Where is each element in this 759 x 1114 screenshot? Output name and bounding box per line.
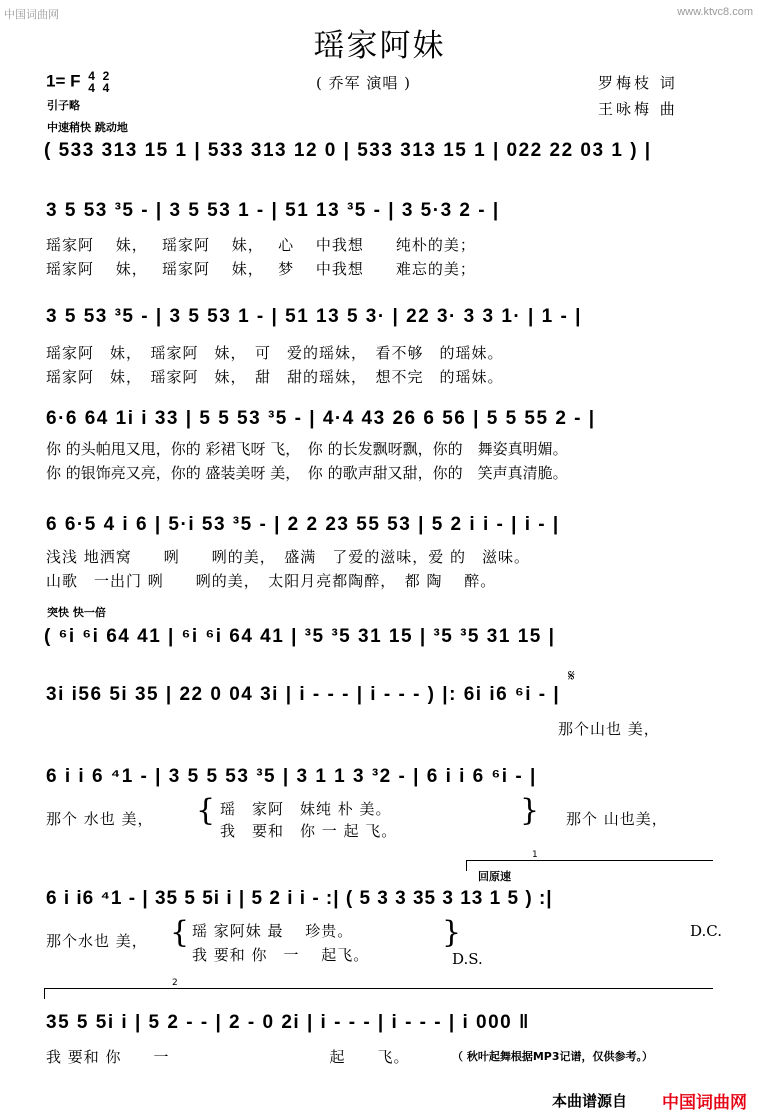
volta-bracket-1: [466, 860, 713, 871]
intro-note: 引子略: [47, 99, 80, 112]
score-system-10: 35 5 5i i | 5 2 - - | 2 - 0 2i | i - - - | i - - - | i 000 ‖: [46, 1012, 530, 1033]
lyric-line: 瑶家阿 妹， 瑶家阿 妹， 梦 中我想 难忘的美；: [46, 260, 476, 278]
footer-site-link[interactable]: 中国词曲网: [662, 1093, 747, 1113]
lyric-line: 我 要和 你 一 起 飞。: [220, 822, 398, 840]
lyric-line: 你 的银饰亮又亮，你的 盛装美呀 美， 你 的歌声甜又甜，你的 笑声真清脆。: [46, 464, 568, 482]
score-system-2: 3 5 53 ³5 - | 3 5 53 1 - | 51 13 ³5 - | 3 5·3 2 - |: [46, 200, 500, 221]
singer-credit: ( 乔军 演唱 ): [316, 74, 412, 92]
dc-mark: D.C.: [690, 922, 722, 940]
song-title: 瑶家阿妹: [313, 28, 446, 64]
volta-number-2: 2: [172, 978, 178, 988]
lyric-brace-left: {: [196, 793, 216, 828]
lyric-line: 瑶 家阿妹 最 珍贵。: [192, 922, 354, 940]
composer-credit: 王咏梅 曲: [598, 100, 678, 118]
lyric-line: 那个 水也 美，: [46, 810, 154, 828]
score-system-3: 3 5 53 ³5 - | 3 5 53 1 - | 51 13 5 3· | 22 3· 3 3 1· | 1 - |: [46, 306, 582, 327]
watermark-left: 中国词曲网: [4, 9, 59, 21]
score-system-8: 6 i i 6 ⁴1 - | 3 5 5 53 ³5 | 3 1 1 3 ³2 - | 6 i i 6 ⁶i - |: [46, 766, 537, 787]
score-system-6: ( ⁶i ⁶i 64 41 | ⁶i ⁶i 64 41 | ³5 ³5 31 15 | ³5 ³5 31 15 |: [44, 626, 556, 647]
watermark-right: www.ktvc8.com: [677, 6, 753, 18]
lyric-line: 那个山也 美，: [46, 720, 660, 738]
score-system-1: ( 533 313 15 1 | 533 313 12 0 | 533 313 15 1 | 022 22 03 1 ) |: [44, 140, 652, 161]
score-system-9: 6 i i6 ⁴1 - | 35 5 5i i | 5 2 i i - :| ( 5 3 3 35 3 13 1 5 ) :|: [46, 888, 553, 909]
score-system-4: 6·6 64 1i i 33 | 5 5 53 ³5 - | 4·4 43 26 6 56 | 5 5 55 2 - |: [46, 408, 596, 429]
lyric-line: 瑶家阿 妹， 瑶家阿 妹， 可 爱的瑶妹， 看不够 的瑶妹。: [46, 344, 504, 362]
lyric-line: 你 的头帕甩又甩，你的 彩裙飞呀 飞， 你 的长发飘呀飘，你的 舞姿真明媚。: [46, 440, 568, 458]
score-system-5: 6 6·5 4 i 6 | 5·i 53 ³5 - | 2 2 23 55 53 | 5 2 i i - | i - |: [46, 514, 560, 535]
lyric-line: 山歌 一出门 咧 咧的美， 太阳月亮都陶醉， 都 陶 醉。: [46, 572, 497, 590]
lyric-brace-right: }: [520, 793, 540, 828]
footer-source-label: 本曲谱源自: [552, 1092, 628, 1110]
segno-icon: 𝄋: [568, 666, 575, 685]
key-signature: [46, 70, 109, 94]
score-system-7: 3i i56 5i 35 | 22 0 04 3i | i - - - | i - - - ) |: 6i i6 ⁶i - |: [46, 684, 561, 705]
lyric-line: 浅浅 地洒窝 咧 咧的美， 盛满 了爱的滋味，爱 的 滋味。: [46, 548, 531, 566]
lyric-brace-left: {: [170, 915, 190, 950]
tempo-note: 中速稍快 跳动地: [47, 121, 128, 134]
lyric-line: 瑶家阿 妹， 瑶家阿 妹， 甜 甜的瑶妹， 想不完 的瑶妹。: [46, 368, 504, 386]
lyric-line: 我 要和 你 一 起 飞。: [46, 1048, 410, 1066]
ds-mark: D.S.: [452, 950, 483, 968]
lyric-brace-right: }: [442, 915, 462, 950]
fast-tempo-note: 突快 快一倍: [47, 606, 106, 619]
lyric-line: 瑶 家阿 妹纯 朴 美。: [220, 800, 392, 818]
volta-bracket-2: [44, 988, 713, 999]
lyric-line: 我 要和 你 一 起飞。: [192, 946, 370, 964]
lyric-line: 那个水也 美，: [46, 932, 148, 950]
back-tempo-note: 回原速: [478, 870, 511, 883]
volta-number-1: 1: [532, 850, 538, 860]
time-signature-primary: 4 4: [88, 69, 95, 95]
time-signature-secondary: 2 4: [102, 69, 110, 95]
key-label: 1= F: [46, 71, 81, 91]
lyric-line: 那个 山也美，: [566, 810, 668, 828]
lyric-line: 瑶家阿 妹， 瑶家阿 妹， 心 中我想 纯朴的美；: [46, 236, 476, 254]
transcription-footnote: （ 秋叶起舞根据MP3记谱，仅供参考。）: [452, 1050, 653, 1063]
lyricist-credit: 罗梅枝 词: [598, 74, 678, 92]
